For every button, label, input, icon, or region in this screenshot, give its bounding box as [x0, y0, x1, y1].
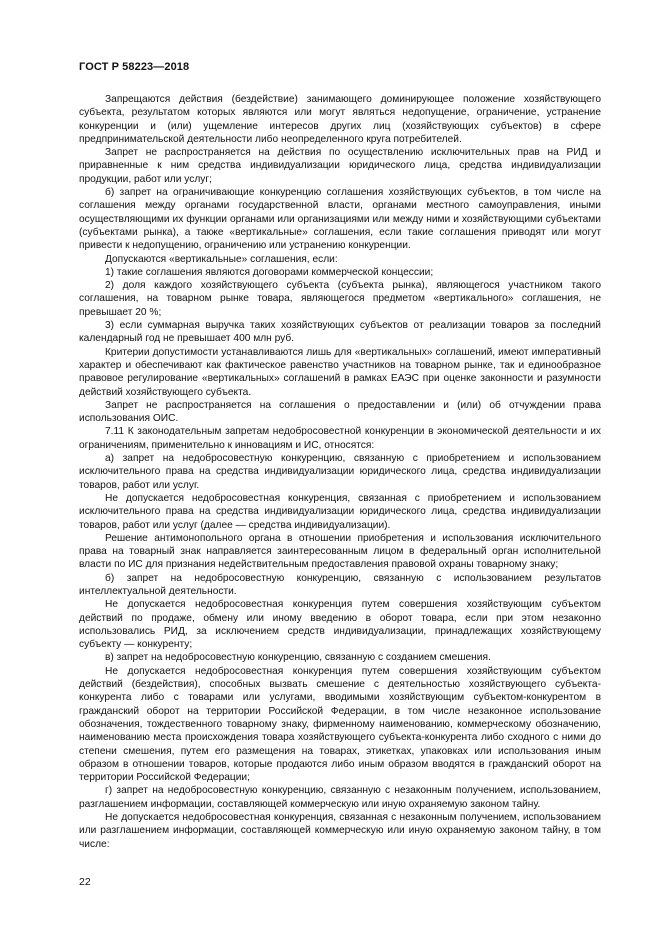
body-text	[79, 93, 601, 851]
page-number: 22	[79, 876, 91, 888]
paragraph: Запрет не распространяется на соглашения о предоставлении и (или) об отчуждении права использования ОИС.	[79, 399, 601, 425]
paragraph: 1) такие соглашения являются договорами коммерческой концессии;	[105, 266, 434, 278]
document-code: ГОСТ Р 58223—2018	[79, 61, 190, 73]
paragraph: 7.11 К законодательным запретам недобросовестной конкуренции в экономической деятельности и их ограничениям, применительно к инновациям и ИС, относятся:	[79, 426, 601, 451]
paragraph: 2) доля каждого хозяйствующего субъекта (субъекта рынка), являющегося участником такого соглашения, на товарном рынке товара, являющегося предметом «вертикального» соглашения, не превышает 20 %;	[79, 280, 601, 318]
paragraph: Запрещаются действия (бездействие) занимающего доминирующее положение хозяйствующего субъекта, результатом которых являются или могут являться недопущение, ограничение, устранение конкуренции и (или) ущемление интересов других лиц (хозяйствующих субъектов) в сфере предпринимательской деятельности либо неопределенного круга потребителей.	[79, 94, 601, 145]
paragraph: Запрет не распространяется на действия по осуществлению исключительных прав на РИД и приравненные к ним средства индивидуализации юридического лица, средства индивидуализации продукции, работ или услуг;	[79, 147, 601, 185]
paragraph: 3) если суммарная выручка таких хозяйствующих субъектов от реализации товаров за последний календарный год не превышает 400 млн руб.	[79, 320, 601, 345]
paragraph: Решение антимонопольного органа в отношении приобретения и использования исключительного права на товарный знак направляется заинтересованным лицом в федеральный орган исполнительной власти по ИС для признания недействительным предоставления правовой охраны товарному знаку;	[79, 532, 601, 571]
paragraph: Не допускается недобросовестная конкуренция путем совершения хозяйствующим субъектом действий по продаже, обмену или иному введению в оборот товара, если при этом незаконно использовались РИД, за исключением средств индивидуализации, принадлежащих хозяйствующему субъекту — конкуренту;	[79, 599, 601, 651]
paragraph: в) запрет на недобросовестную конкуренцию, связанную с созданием смешения.	[105, 652, 491, 664]
paragraph: б) запрет на ограничивающие конкуренцию соглашения хозяйствующих субъектов, в том числе на соглашения между органами государственной власти, органами местного самоуправления, иными осуществляющими их функции органами или организациями или между ними и хозяйствующими субъектами (субъектами рынка), а также «вертикальные» соглашения, если такие соглашения приводят или могут привести к недопущению, ограничению или устранению конкуренции.	[79, 187, 601, 252]
paragraph: Критерии допустимости устанавливаются лишь для «вертикальных» соглашений, имеют императивный характер и обеспечивают как фактическое равенство участников на товарном рынке, так и единообразное правовое регулирование «вертикальных» соглашений в рамках ЕАЭС при оценке законности и разумности действий хозяйствующего субъекта.	[79, 346, 601, 398]
paragraph: г) запрет на недобросовестную конкуренцию, связанную с незаконным получением, использованием, разглашением информации, составляющей коммерческую или иную охраняемую законом тайну.	[79, 785, 601, 810]
paragraph: Не допускается недобросовестная конкуренция путем совершения хозяйствующим субъектом действий (бездействия), способных вызвать смешение с деятельностью хозяйствующего субъекта-конкурента либо с товарами или услугами, вводимыми хозяйствующим субъектом-конкурентом в гражданский оборот на территории Российской Федерации, в том числе незаконное использование обозначения, тождественного товарному знаку, фирменному наименованию, коммерческому обозначению, наименованию места происхождения товара хозяйствующего субъекта-конкурента либо сходного с ними до степени смешения, путем его размещения на товарах, этикетках, упаковках или использования иным образом в отношении товаров, которые продаются либо иным образом вводятся в гражданский оборот на территории Российской Федерации;	[79, 665, 601, 784]
paragraph: б) запрет на недобросовестную конкуренцию, связанную с использованием результатов интеллектуальной деятельности.	[79, 572, 601, 597]
paragraph: а) запрет на недобросовестную конкуренцию, связанную с приобретением и использованием исключительного права на средства индивидуализации юридического лица, средства индивидуализации товаров, работ или услуг.	[79, 453, 601, 491]
paragraph: Не допускается недобросовестная конкуренция, связанная с приобретением и использованием исключительного права на средства индивидуализации юридического лица, средства индивидуализации товаров, работ или услуг (далее — средства индивидуализации).	[79, 492, 601, 531]
paragraph: Не допускается недобросовестная конкуренция, связанная с незаконным получением, использованием или разглашением информации, составляющей коммерческую или иную охраняемую законом тайну, в том числе:	[79, 812, 601, 850]
paragraph: Допускаются «вертикальные» соглашения, если:	[105, 253, 338, 265]
